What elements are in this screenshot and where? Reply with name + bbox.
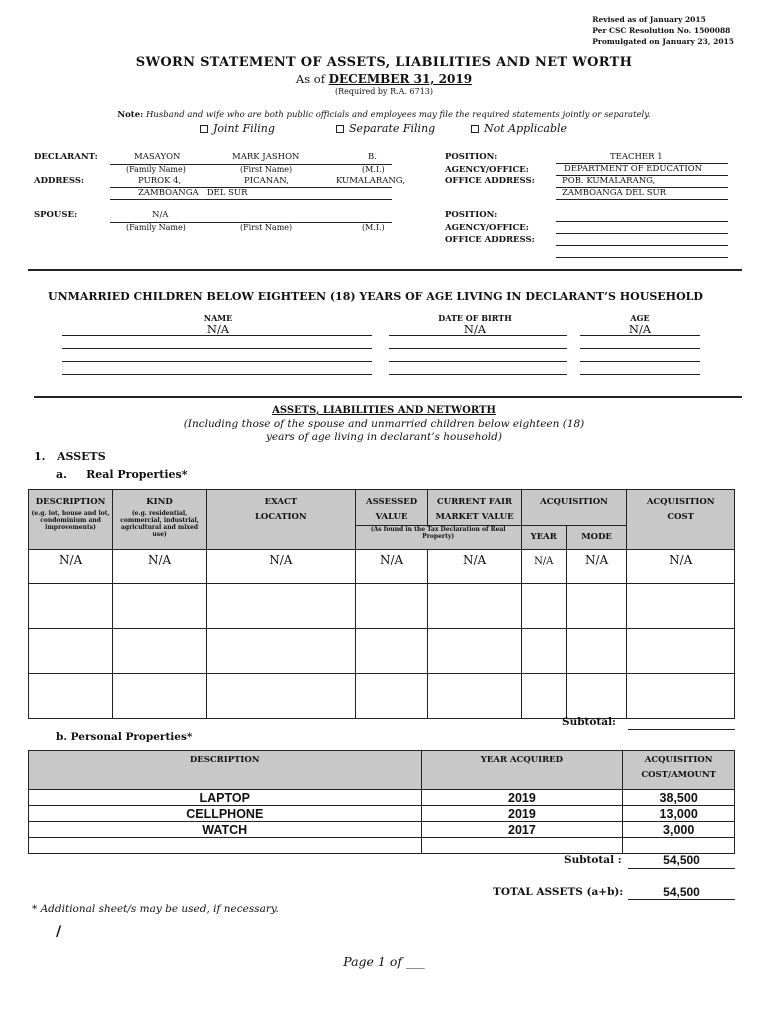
header-acquisition-cost: ACQUISITION COST/AMOUNT (623, 751, 735, 790)
child-name: N/A (206, 322, 230, 336)
filing-option-joint[interactable] (200, 122, 275, 135)
personal-year: 2019 (421, 806, 623, 822)
child-dob-line (389, 348, 567, 349)
personal-subtotal-line (628, 868, 735, 869)
revision-line-2: Per CSC Resolution No. 1500088 (592, 26, 731, 35)
children-age-header: AGE (630, 313, 650, 323)
real-subtotal-label: Subtotal: (562, 716, 616, 728)
additional-sheets-note: * Additional sheet/s may be used, if necessary. (32, 903, 279, 915)
spouse-position-label: POSITION: (445, 210, 498, 220)
personal-subtotal-value: 54,500 (663, 853, 700, 867)
table-row (29, 674, 735, 719)
child-dob: N/A (463, 322, 487, 336)
filing-option-label: Not Applicable (484, 122, 568, 135)
children-name-header: NAME (203, 313, 233, 323)
filing-option-label: Joint Filing (213, 122, 275, 135)
child-age-line (580, 348, 700, 349)
child-name-line (62, 374, 372, 375)
header-assessed-value: ASSESSED VALUE (355, 490, 428, 526)
office-address-underline-2 (556, 199, 728, 200)
revision-line-3: Promulgated on January 23, 2015 (592, 37, 734, 46)
note-text: Husband and wife who are both public officials and employees may file the required statements jointly or separately. (145, 110, 651, 120)
family-name-caption: (Family Name) (126, 165, 186, 174)
address-label: ADDRESS: (34, 176, 85, 186)
office-address-label: OFFICE ADDRESS: (445, 176, 535, 186)
declarant-first-name: MARK JASHON (232, 152, 300, 162)
spouse-family-name: N/A (152, 210, 169, 220)
table-cell: N/A (355, 550, 428, 584)
position-value: TEACHER 1 (610, 152, 663, 162)
assets-subtitle-2: years of age living in declarant’s household) (266, 431, 502, 443)
assets-subtitle-1: (Including those of the spouse and unmarried children below eighteen (18) (183, 418, 585, 430)
header-kind: KIND (e.g. residential, commercial, industrial, agricultural and mixed use) (113, 490, 207, 550)
header-description: DESCRIPTION (e.g. lot, house and lot, condominium and improvements) (29, 490, 113, 550)
declarant-family-name: MASAYON (134, 152, 181, 162)
header-acquisition: ACQUISITION (521, 490, 627, 526)
table-row (29, 550, 735, 584)
header-values-note: (As found in the Tax Declaration of Real Property) (355, 526, 521, 550)
first-name-caption: (First Name) (240, 165, 293, 174)
personal-subtotal-label: Subtotal : (564, 854, 622, 866)
table-row (29, 790, 735, 806)
header-mode: MODE (566, 526, 627, 550)
address-line2: ZAMBOANGA DEL SUR (138, 188, 248, 198)
table-cell: N/A (627, 550, 735, 584)
checkbox-icon[interactable] (200, 125, 208, 133)
spouse-agency-label: AGENCY/OFFICE: (445, 223, 529, 233)
personal-properties-heading: b. Personal Properties* (56, 731, 193, 743)
spouse-office-address-label: OFFICE ADDRESS: (445, 235, 535, 245)
table-row (29, 822, 735, 838)
table-cell: N/A (566, 550, 627, 584)
spouse-family-caption: (Family Name) (126, 223, 186, 232)
children-dob-header: DATE OF BIRTH (438, 313, 512, 323)
personal-description: LAPTOP (29, 790, 422, 806)
mi-caption: (M.I.) (362, 165, 385, 174)
personal-year: 2017 (421, 822, 623, 838)
header-location: EXACT LOCATION (206, 490, 355, 550)
declarant-mi: B. (368, 152, 377, 162)
personal-cost: 38,500 (623, 790, 735, 806)
personal-year: 2019 (421, 790, 623, 806)
child-name-line (62, 335, 372, 336)
personal-description: CELLPHONE (29, 806, 422, 822)
header-year: YEAR (521, 526, 566, 550)
real-subtotal-line (628, 729, 735, 730)
agency-label: AGENCY/OFFICE: (445, 165, 529, 175)
child-name-line (62, 348, 372, 349)
header-description: DESCRIPTION (29, 751, 422, 790)
required-by: (Required by R.A. 6713) (334, 87, 434, 96)
spouse-position-underline (556, 221, 728, 222)
note-label: Note: (117, 110, 144, 120)
total-assets-value: 54,500 (663, 885, 700, 899)
header-fair-market-value: CURRENT FAIR MARKET VALUE (428, 490, 521, 526)
office-address-line1: POB. KUMALARANG, (562, 176, 656, 186)
child-age-line (580, 335, 700, 336)
address-underline-2 (110, 199, 392, 200)
as-of-prefix: As of (295, 72, 325, 86)
section-divider (28, 269, 742, 271)
address-line1-a: PUROK 4, (138, 176, 182, 186)
table-cell: N/A (29, 550, 113, 584)
total-assets-line (628, 899, 735, 900)
spouse-mi-caption: (M.I.) (362, 223, 385, 232)
table-cell: N/A (521, 550, 566, 584)
child-dob-line (389, 374, 567, 375)
table-cell: N/A (113, 550, 207, 584)
checkbox-icon[interactable] (471, 125, 479, 133)
section-divider (34, 396, 742, 398)
table-row (29, 838, 735, 854)
personal-cost: 3,000 (623, 822, 735, 838)
position-label: POSITION: (445, 152, 498, 162)
revision-line-1: Revised as of January 2015 (592, 15, 706, 24)
table-row (29, 806, 735, 822)
assets-section-title: ASSETS, LIABILITIES AND NETWORTH (272, 405, 496, 416)
table-cell: N/A (428, 550, 521, 584)
child-dob-line (389, 361, 567, 362)
table-row (29, 584, 735, 629)
address-line1-c: KUMALARANG, (336, 176, 406, 186)
header-acquisition-cost: ACQUISITION COST (627, 490, 735, 550)
assets-heading: 1. ASSETS (34, 450, 106, 463)
filing-option-not-applicable[interactable] (471, 122, 567, 135)
address-line1-b: PICANAN, (244, 176, 289, 186)
declarant-label: DECLARANT: (34, 152, 98, 162)
personal-cost: 13,000 (623, 806, 735, 822)
as-of-line (0, 72, 768, 86)
personal-properties-table (28, 750, 735, 854)
total-assets-label: TOTAL ASSETS (a+b): (493, 886, 624, 898)
spouse-first-caption: (First Name) (240, 223, 293, 232)
document-title: SWORN STATEMENT OF ASSETS, LIABILITIES AND NET WORTH (135, 55, 633, 70)
filing-option-label: Separate Filing (349, 122, 436, 135)
spouse-label: SPOUSE: (34, 210, 78, 220)
real-properties-heading: a. Real Properties* (56, 468, 188, 481)
table-cell: N/A (206, 550, 355, 584)
slash-mark: / (56, 924, 62, 940)
checkbox-icon[interactable] (336, 125, 344, 133)
header-year-acquired: YEAR ACQUIRED (421, 751, 623, 790)
filing-option-separate[interactable] (336, 122, 435, 135)
table-row (29, 629, 735, 674)
as-of-date: DECEMBER 31, 2019 (328, 72, 473, 86)
real-properties-table (28, 489, 735, 719)
spouse-agency-underline (556, 233, 728, 234)
page-number: Page 1 of ___ (343, 954, 425, 969)
children-title: UNMARRIED CHILDREN BELOW EIGHTEEN (18) YEARS OF AGE LIVING IN DECLARANT’S HOUSEHOLD (48, 290, 703, 303)
personal-description: WATCH (29, 822, 422, 838)
agency-value: DEPARTMENT OF EDUCATION (564, 164, 703, 174)
office-address-line2: ZAMBOANGA DEL SUR (562, 188, 667, 198)
child-age-line (580, 374, 700, 375)
spouse-office-address-underline-1 (556, 245, 728, 246)
child-age: N/A (628, 322, 652, 336)
child-name-line (62, 361, 372, 362)
child-age-line (580, 361, 700, 362)
spouse-office-address-underline-2 (556, 257, 728, 258)
note (0, 110, 768, 120)
revision-notice (592, 14, 734, 47)
child-dob-line (389, 335, 567, 336)
